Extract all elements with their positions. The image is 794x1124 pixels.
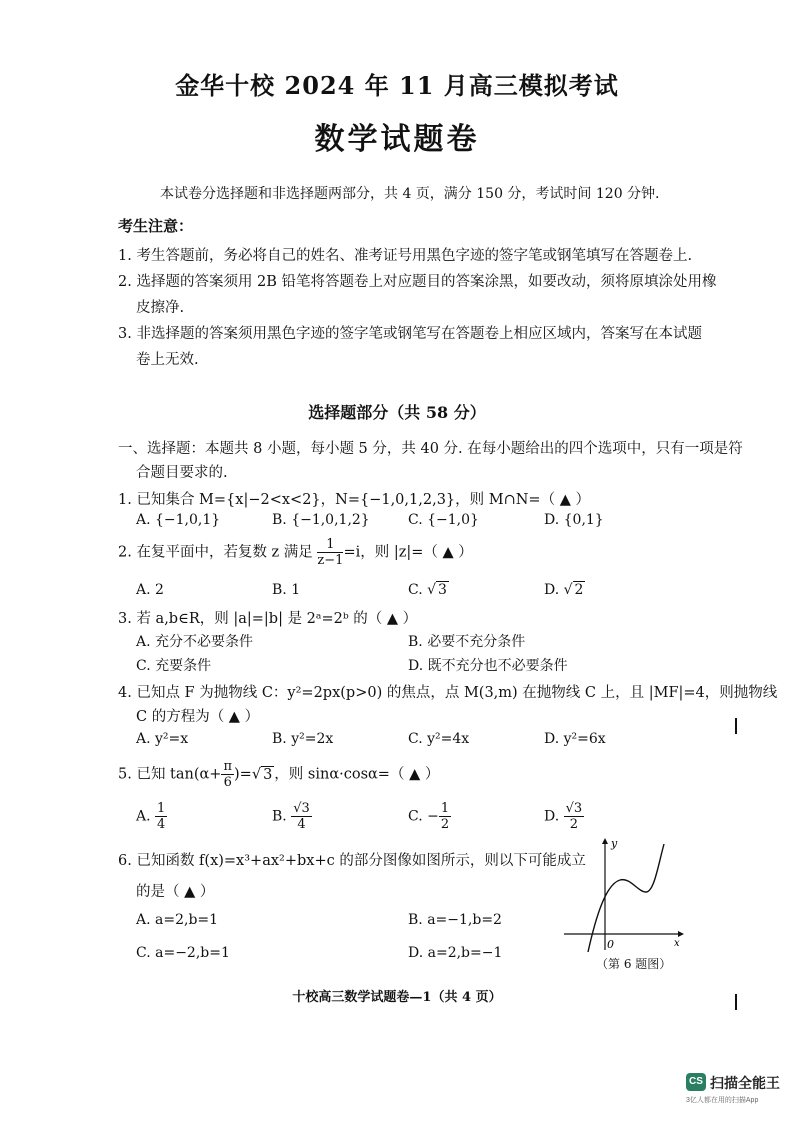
question-2-option-a: A. 2	[136, 582, 164, 598]
fraction-numerator: √3	[293, 801, 310, 816]
y-axis-label: y	[611, 837, 618, 850]
question-4-option-b: B. y²=2x	[272, 731, 334, 747]
scan-mark	[735, 718, 737, 734]
origin-label: 0	[607, 938, 614, 951]
question-2-fraction	[317, 538, 343, 567]
question-6-option-a: A. a=2,b=1	[136, 912, 219, 928]
scanner-logo-icon: CS	[686, 1073, 706, 1091]
radicand: 3	[438, 582, 447, 598]
x-axis-arrow	[678, 931, 684, 937]
question-1-option-d: D. {0,1}	[544, 512, 604, 528]
option-label: D. √	[544, 582, 573, 598]
part-instructions-cont: 合题目要求的.	[136, 465, 228, 481]
question-2-stem-text: 2. 在复平面中，若复数 z 满足	[118, 544, 313, 561]
option-fraction	[155, 802, 167, 831]
option-label: D.	[544, 808, 560, 825]
question-2-option-b: B. 1	[272, 582, 301, 598]
fraction-denominator: z−1	[317, 553, 344, 568]
fraction-denominator: 4	[157, 817, 166, 832]
option-fraction	[564, 802, 585, 831]
notice-item-2: 2. 选择题的答案须用 2B 铅笔将答题卷上对应题目的答案涂黑，如要改动，须将原填涂处用橡	[118, 274, 717, 290]
question-1-option-a: A. {−1,0,1}	[136, 512, 221, 528]
notice-item-1: 1. 考生答题前，务必将自己的姓名、准考证号用黑色字迹的签字笔或钢笔填写在答题卷上.	[118, 248, 693, 264]
section-heading: 选择题部分（共 58 分）	[308, 403, 486, 422]
fraction-denominator: 2	[569, 817, 579, 832]
question-5-option-b	[272, 802, 312, 831]
option-fraction	[291, 802, 312, 831]
question-5-stem-text-end: ，则 sinα·cosα=（ ▲ ）	[274, 766, 440, 783]
question-5-option-d	[544, 802, 584, 831]
question-3-option-b: B. 必要不充分条件	[408, 634, 526, 650]
fraction-denominator: 6	[223, 775, 232, 790]
question-5-stem-text-mid: )=√	[234, 766, 262, 783]
notice-item-3-cont: 卷上无效.	[136, 352, 199, 368]
question-6-option-b: B. a=−1,b=2	[408, 912, 502, 928]
fraction-numerator: 1	[317, 538, 343, 553]
question-6-option-c: C. a=−2,b=1	[136, 945, 230, 961]
question-2-stem-text-end: =i，则 |z|=（ ▲ ）	[343, 544, 473, 561]
fraction-numerator: 1	[157, 801, 166, 816]
fraction-denominator: 2	[440, 817, 450, 832]
question-2-stem	[118, 538, 473, 567]
scan-mark	[735, 994, 737, 1010]
question-5-fraction	[221, 760, 234, 789]
question-3-option-a: A. 充分不必要条件	[136, 634, 254, 650]
exam-subject-title: 数学试题卷	[314, 122, 480, 157]
question-4-option-a: A. y²=x	[136, 731, 189, 747]
figure-caption: （第 6 题图）	[596, 957, 672, 971]
page-footer: 十校高三数学试题卷—1（共 4 页）	[292, 990, 502, 1005]
radicand: 2	[574, 582, 584, 598]
question-3-option-d: D. 既不充分也不必要条件	[408, 658, 568, 674]
scanner-app-name: 扫描全能王	[710, 1075, 780, 1091]
question-2-option-c	[408, 582, 449, 598]
question-5-stem-text: 5. 已知 tan(α+	[118, 766, 222, 783]
option-label: C. √	[408, 582, 437, 598]
fraction-numerator: 1	[440, 801, 450, 816]
question-4-stem: 4. 已知点 F 为抛物线 C：y²=2px(p>0) 的焦点，点 M(3,m) 在抛物线 C 上，且 |MF|=4，则抛物线	[118, 685, 778, 701]
option-label: C. −	[408, 808, 439, 825]
question-2-option-d	[544, 582, 585, 598]
question-4-option-d: D. y²=6x	[544, 731, 606, 747]
question-6-stem-cont: 的是（ ▲ ）	[136, 884, 215, 900]
cubic-curve	[588, 844, 664, 952]
question-4-stem-cont: C 的方程为（ ▲ ）	[136, 709, 260, 725]
exam-title: 金华十校 2024 年 11 月高三模拟考试	[175, 71, 619, 100]
x-axis-label: x	[674, 938, 680, 949]
question-6-option-d: D. a=2,b=−1	[408, 945, 503, 961]
option-label: A.	[136, 808, 151, 825]
question-5-option-a	[136, 802, 167, 831]
notice-item-3: 3. 非选择题的答案须用黑色字迹的签字笔或钢笔写在答题卷上相应区域内，答案写在本试题	[118, 326, 702, 342]
radicand: 3	[263, 766, 273, 783]
notice-heading: 考生注意：	[118, 217, 194, 235]
fraction-numerator: π	[223, 759, 233, 774]
question-6-stem: 6. 已知函数 f(x)=x³+ax²+bx+c 的部分图像如图所示，则以下可能成立	[118, 853, 586, 869]
question-5-stem	[118, 760, 439, 789]
question-1-option-c: C. {−1,0}	[408, 512, 479, 528]
fraction-denominator: 4	[297, 817, 306, 832]
exam-intro: 本试卷分选择题和非选择题两部分，共 4 页，满分 150 分，考试时间 120 分钟.	[160, 186, 660, 202]
y-axis-arrow	[602, 838, 608, 844]
fraction-numerator: √3	[565, 801, 583, 816]
question-4-option-c: C. y²=4x	[408, 731, 470, 747]
option-fraction	[439, 802, 451, 831]
notice-item-2-cont: 皮擦净.	[136, 300, 185, 316]
question-5-option-c	[408, 802, 451, 831]
part-instructions: 一、选择题：本题共 8 小题，每小题 5 分，共 40 分. 在每小题给出的四个选项中，只有一项是符	[118, 441, 743, 457]
question-3-stem: 3. 若 a,b∈R，则 |a|=|b| 是 2ᵃ=2ᵇ 的（ ▲ ）	[118, 611, 418, 627]
question-6-graph	[560, 836, 690, 954]
question-3-option-c: C. 充要条件	[136, 658, 212, 674]
option-label: B.	[272, 808, 287, 825]
scanner-tagline: 3亿人都在用的扫描App	[686, 1097, 759, 1104]
question-1-option-b: B. {−1,0,1,2}	[272, 512, 370, 528]
question-1-stem: 1. 已知集合 M={x|−2<x<2}，N={−1,0,1,2,3}，则 M∩N=（ ▲ ）	[118, 492, 590, 508]
